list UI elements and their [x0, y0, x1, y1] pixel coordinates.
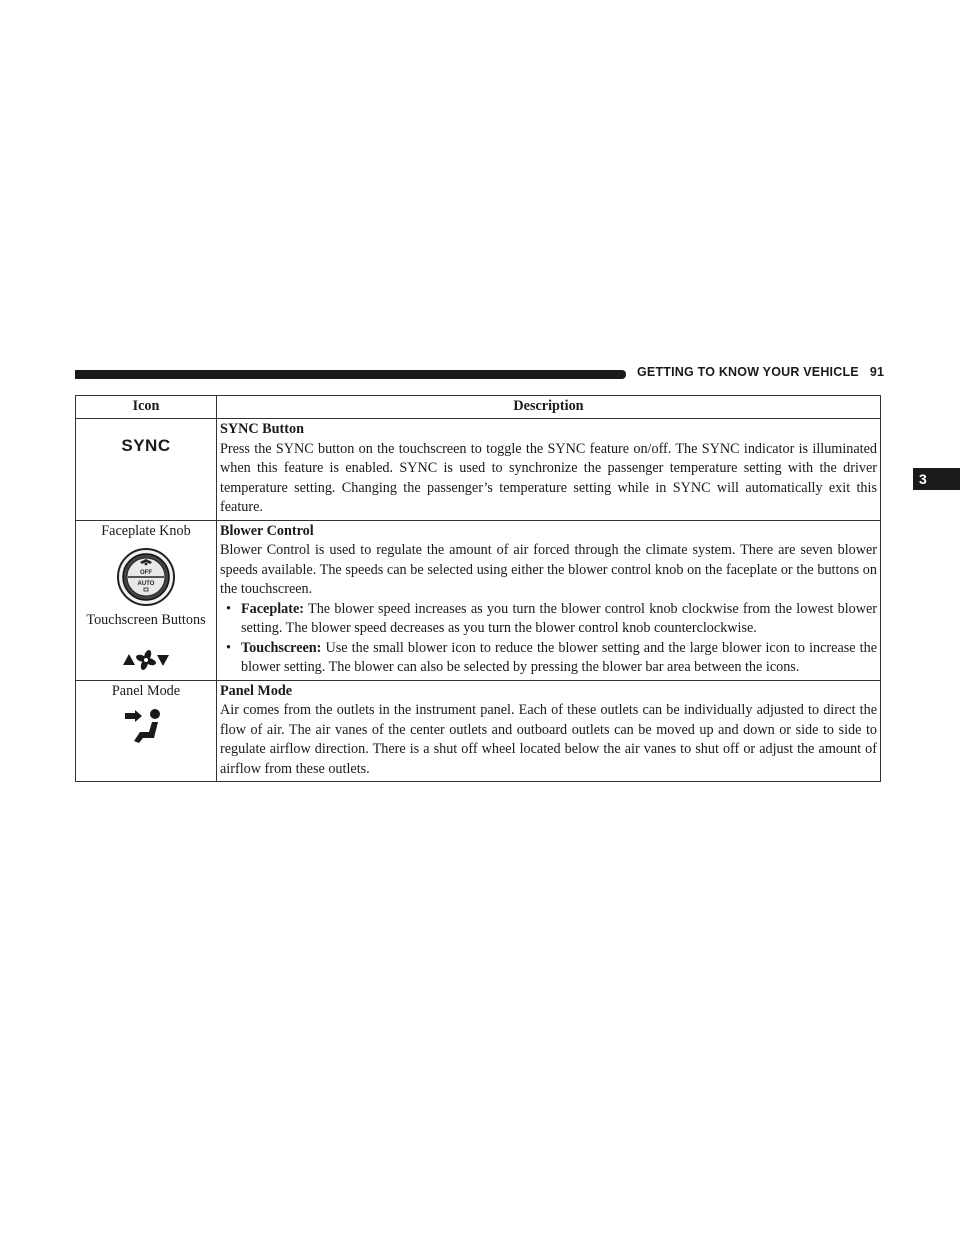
blower-knob-icon — [116, 547, 176, 607]
table-header-row — [76, 396, 881, 419]
row-body: Blower Control is used to regulate the amount of air forced through the climate system. There are seven blower speeds available. The speeds can be selected using either the blower control knob on the faceplate or the buttons on the touchscreen. — [220, 542, 877, 597]
table-row-blower — [76, 520, 881, 680]
bullet-list — [220, 600, 877, 678]
row-title: SYNC Button — [220, 421, 304, 437]
sync-icon: SYNC — [121, 436, 171, 455]
table-row-sync — [76, 419, 881, 521]
page-number: 91 — [869, 365, 885, 379]
icon-cell — [76, 419, 217, 521]
bullet-item — [220, 600, 877, 639]
row-title: Panel Mode — [220, 682, 293, 699]
panel-mode-label: Panel Mode — [111, 682, 181, 699]
climate-controls-table — [75, 395, 881, 782]
icon-cell — [76, 680, 217, 782]
page-header — [637, 365, 884, 379]
description-cell — [217, 520, 881, 680]
description-cell — [217, 680, 881, 782]
row-body: Press the SYNC button on the touchscreen to toggle the SYNC feature on/off. The SYNC indicator is illuminated when this feature is enabled. SYNC is used to synchronize the passenger temperature setting with the driver temperature setting. Changing the passenger’s temperature setting while in SYNC will automatically exit this feature. — [220, 440, 877, 515]
column-header-description: Description — [217, 396, 881, 419]
blower-speed-icon — [121, 649, 171, 671]
bullet-lead: Touchscreen: — [241, 639, 322, 656]
faceplate-knob-label: Faceplate Knob — [101, 522, 191, 539]
chapter-tab: 3 — [913, 468, 960, 490]
knob-auto-text: AUTO — [137, 581, 155, 587]
panel-mode-icon — [121, 707, 171, 749]
column-header-icon: Icon — [76, 396, 217, 419]
table-row-panel-mode — [76, 680, 881, 782]
touchscreen-buttons-label: Touchscreen Buttons — [86, 612, 206, 628]
row-title: Blower Control — [220, 522, 314, 539]
description-cell — [217, 419, 881, 521]
bullet-text: The blower speed increases as you turn the blower control knob clockwise from the lowest blower setting. The blower speed decreases as you turn the blower control knob counterclockwise. — [241, 600, 877, 636]
icon-cell — [76, 520, 217, 680]
knob-off-text: OFF — [140, 570, 152, 576]
bullet-lead: Faceplate: — [241, 600, 305, 617]
row-body: Air comes from the outlets in the instrument panel. Each of these outlets can be individually adjusted to direct the flow of air. The air vanes of the center outlets and outboard outlets can be moved up and down or side to side to regulate airflow direction. There is a shut off wheel located below the air vanes to shut off or adjust the amount of airflow from these outlets. — [220, 702, 877, 777]
section-title: GETTING TO KNOW YOUR VEHICLE — [637, 365, 859, 379]
bullet-item — [220, 639, 877, 678]
header-rule — [75, 370, 626, 379]
bullet-text: Use the small blower icon to reduce the blower setting and the large blower icon to increase the blower setting. The blower can also be selected by pressing the blower bar area between the icons. — [241, 639, 877, 675]
